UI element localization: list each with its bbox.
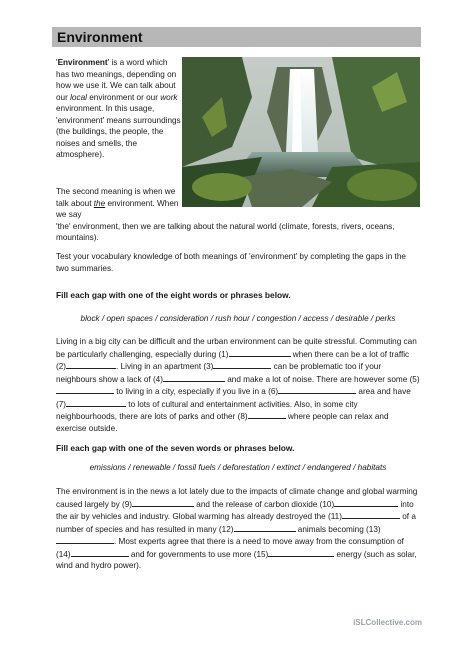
intro-text-4: environment. In this usage, 'environment' means surroundings (the buildings, the people, the noises and smells, the atmosphere). — [56, 104, 181, 159]
title-bar — [52, 27, 421, 47]
gap-14-blank[interactable] — [71, 548, 129, 557]
gap-6-blank[interactable] — [278, 385, 356, 394]
gap-13-blank[interactable] — [56, 535, 114, 544]
ex2-text-1: The environment is in the news a lot lately due to the impacts of climate change and global warming caused largely by (9) — [56, 487, 418, 509]
gap-2-blank[interactable] — [66, 360, 116, 369]
page-title: Environment — [57, 29, 143, 45]
ex2-text-2: and the release of carbon dioxide (10) — [194, 499, 335, 509]
gap-15-blank[interactable] — [268, 548, 334, 557]
waterfall-photo — [182, 57, 420, 207]
gap-3-blank[interactable] — [213, 360, 271, 369]
second-text-1: The second meaning is when we talk about — [56, 187, 176, 208]
intro-bold-word: Environment — [57, 58, 108, 67]
exercise2-text — [56, 486, 420, 572]
second-italic-the: the — [93, 198, 106, 208]
ex1-text-5: and make a lot of noise. There are however some (5) — [224, 374, 420, 384]
exercise2-word-list: emissions / renewable / fossil fuels / deforestation / extinct / endangered / habitats — [89, 463, 387, 472]
ex1-text-9: where people can relax and exercise outside. — [56, 412, 389, 433]
exercise1-text — [56, 336, 420, 434]
gap-5-blank[interactable] — [56, 385, 114, 394]
ex1-text-1: Living in a big city can be difficult and the urban environment can be quite stressful. Commuting can be particularly challenging, especially during (1) — [56, 337, 417, 359]
site-watermark: iSLCollective.com — [353, 618, 422, 627]
gap-9-blank[interactable] — [132, 498, 194, 507]
ex1-text-8: to lots of cultural and entertainment activities. Also, in some city neighbourhoods, there are lots of parks and other (8) — [56, 399, 358, 421]
second-text-2: environment. When we say — [56, 198, 179, 219]
intro-italic-local: local — [70, 92, 87, 102]
ex2-text-7: and for governments to use more (15) — [128, 549, 269, 559]
exercise1-heading: Fill each gap with one of the eight words or phrases below. — [56, 290, 291, 300]
gap-7-blank[interactable] — [66, 398, 126, 407]
ex2-text-5: animals becoming (13) — [295, 524, 381, 534]
test-instructions: Test your vocabulary knowledge of both meanings of 'environment' by completing the gaps in the two summaries. — [56, 252, 406, 273]
intro-text-2: ' is a word which has two meanings, depending on how we use it. We can talk about our — [56, 58, 177, 102]
second-meaning-paragraph — [56, 186, 420, 244]
exercise1-word-list: block / open spaces / consideration / rush hour / congestion / access / desirable / perks — [80, 314, 396, 323]
ex1-text-6: to living in a city, especially if you live in a (6) — [114, 387, 279, 396]
ex1-text-4: can be problematic too if your neighbours show a lack of (4) — [56, 362, 382, 384]
second-meaning-narrow — [56, 186, 180, 221]
ex2-text-4: of a number of species and has resulted in many (12) — [56, 512, 416, 534]
gap-8-blank[interactable] — [248, 410, 286, 419]
exercise2-heading: Fill each gap with one of the seven words or phrases below. — [56, 443, 295, 453]
gap-1-blank[interactable] — [229, 348, 291, 357]
intro-text-1: ' — [56, 58, 58, 67]
ex1-text-7: area and have (7) — [56, 387, 411, 409]
intro-italic-work: work — [160, 92, 178, 102]
ex1-text-3: . Living in an apartment (3) — [116, 362, 214, 371]
intro-text-3: environment or our — [86, 92, 161, 102]
gap-10-blank[interactable] — [334, 498, 398, 507]
ex2-text-3: into the air by vehicles and industry. Global warming has already destroyed the (11) — [56, 499, 414, 521]
second-text-3: 'the' environment, then we are talking about the natural world (climate, forests, rivers, oceans, mountains). — [56, 221, 395, 242]
gap-12-blank[interactable] — [234, 523, 296, 532]
ex2-text-8: energy (such as solar, wind and hydro power). — [56, 549, 417, 570]
ex2-text-6: . Most experts agree that there is a need to move away from the consumption of (14) — [56, 537, 404, 559]
ex1-text-2: when there can be a lot of traffic (2) — [56, 349, 410, 371]
gap-4-blank[interactable] — [163, 373, 225, 382]
intro-paragraph — [56, 57, 182, 161]
gap-11-blank[interactable] — [342, 510, 400, 519]
